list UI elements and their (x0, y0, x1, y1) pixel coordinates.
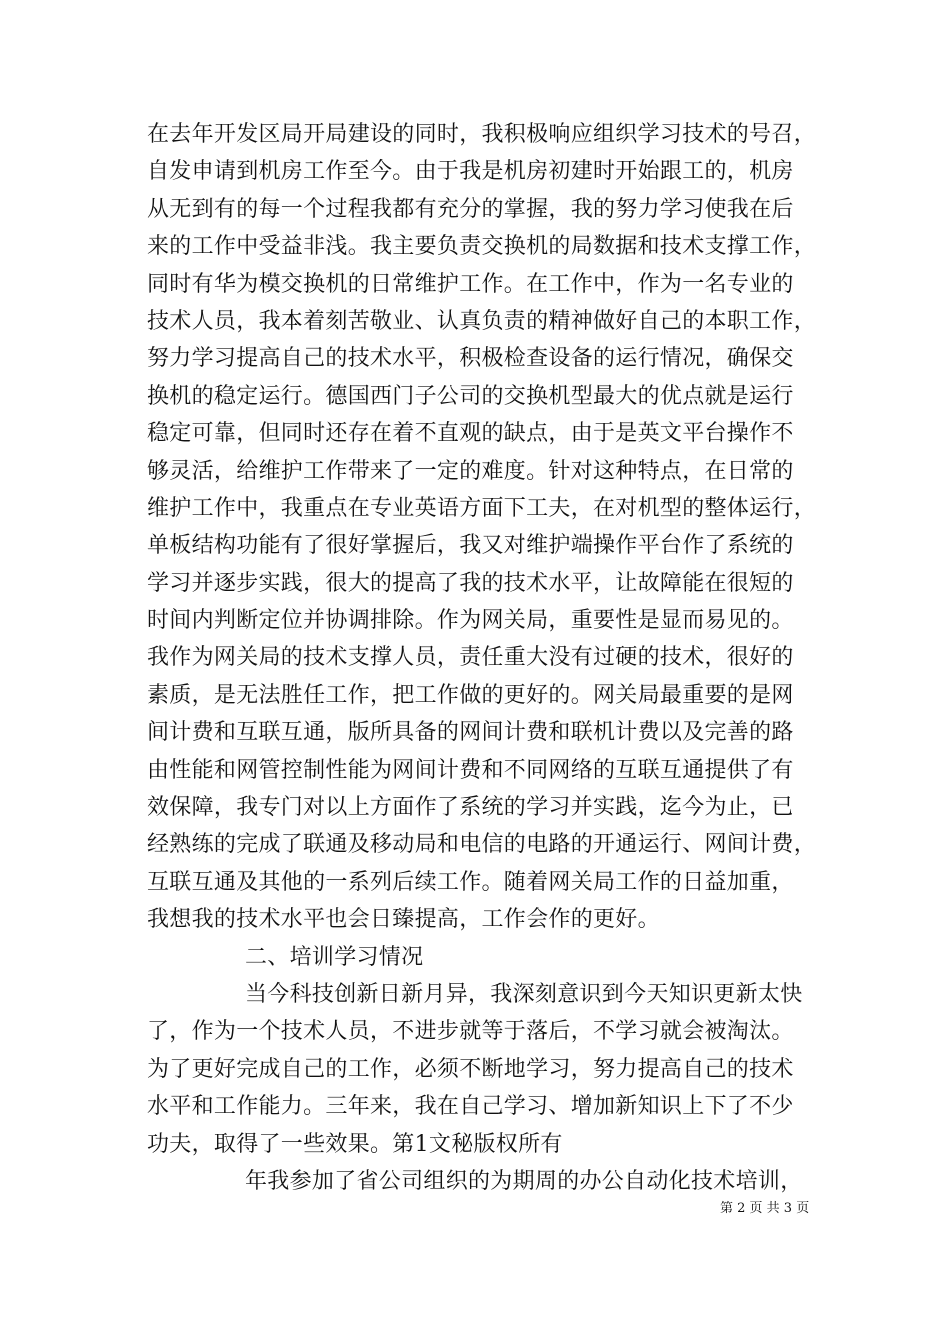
text-line-6: 技术人员，我本着刻苦敬业、认真负责的精神做好自己的本职工作， (147, 308, 817, 334)
text-line-11: 维护工作中，我重点在专业英语方面下工夫，在对机型的整体运行， (147, 495, 817, 521)
text-line-29: 年我参加了省公司组织的为期周的办公自动化技术培训， (245, 1168, 803, 1194)
text-line-26: 为了更好完成自己的工作，必须不断地学习，努力提高自己的技术 (147, 1056, 794, 1082)
text-line-25: 了，作为一个技术人员，不进步就等于落后，不学习就会被淘汰。 (147, 1019, 794, 1045)
text-line-19: 效保障，我专门对以上方面作了系统的学习并实践，迄今为止，已 (147, 795, 794, 821)
text-line-12: 单板结构功能有了很好掌握后，我又对维护端操作平台作了系统的 (147, 533, 794, 559)
page-number-footer: 第 2 页 共 3 页 (720, 1201, 810, 1216)
text-line-24: 当今科技创新日新月异，我深刻意识到今天知识更新太快 (245, 981, 803, 1007)
text-line-5: 同时有华为模交换机的日常维护工作。在工作中，作为一名专业的 (147, 271, 794, 297)
text-line-22: 我想我的技术水平也会日臻提高，工作会作的更好。 (147, 907, 660, 933)
text-line-2: 自发申请到机房工作至今。由于我是机房初建时开始跟工的，机房 (147, 159, 794, 185)
text-line-17: 间计费和互联互通，版所具备的网间计费和联机计费以及完善的路 (147, 720, 794, 746)
text-line-9: 稳定可靠，但同时还存在着不直观的缺点，由于是英文平台操作不 (147, 421, 794, 447)
body-text (147, 116, 827, 1200)
text-line-14: 时间内判断定位并协调排除。作为网关局，重要性是显而易见的。 (147, 608, 794, 634)
text-line-16: 素质，是无法胜任工作，把工作做的更好的。网关局最重要的是网 (147, 682, 794, 708)
text-line-7: 努力学习提高自己的技术水平，积极检查设备的运行情况，确保交 (147, 346, 794, 372)
text-line-27: 水平和工作能力。三年来，我在自己学习、增加新知识上下了不少 (147, 1094, 794, 1120)
text-line-21: 互联互通及其他的一系列后续工作。随着网关局工作的日益加重， (147, 869, 794, 895)
section-heading: 二、培训学习情况 (245, 944, 424, 970)
text-line-8: 换机的稳定运行。德国西门子公司的交换机型最大的优点就是运行 (147, 383, 794, 409)
text-line-1: 在去年开发区局开局建设的同时，我积极响应组织学习技术的号召， (147, 122, 817, 147)
text-line-18: 由性能和网管控制性能为网间计费和不同网络的互联互通提供了有 (147, 757, 794, 783)
text-line-15: 我作为网关局的技术支撑人员，责任重大没有过硬的技术，很好的 (147, 645, 794, 671)
text-line-10: 够灵活，给维护工作带来了一定的难度。针对这种特点，在日常的 (147, 458, 794, 484)
text-line-4: 来的工作中受益非浅。我主要负责交换机的局数据和技术支撑工作， (147, 234, 817, 260)
text-line-3: 从无到有的每一个过程我都有充分的掌握，我的努力学习使我在后 (147, 196, 794, 222)
text-line-28: 功夫，取得了一些效果。第1文秘版权所有 (147, 1131, 563, 1157)
text-line-20: 经熟练的完成了联通及移动局和电信的电路的开通运行、网间计费， (147, 832, 817, 858)
text-line-13: 学习并逐步实践，很大的提高了我的技术水平，让故障能在很短的 (147, 570, 794, 596)
